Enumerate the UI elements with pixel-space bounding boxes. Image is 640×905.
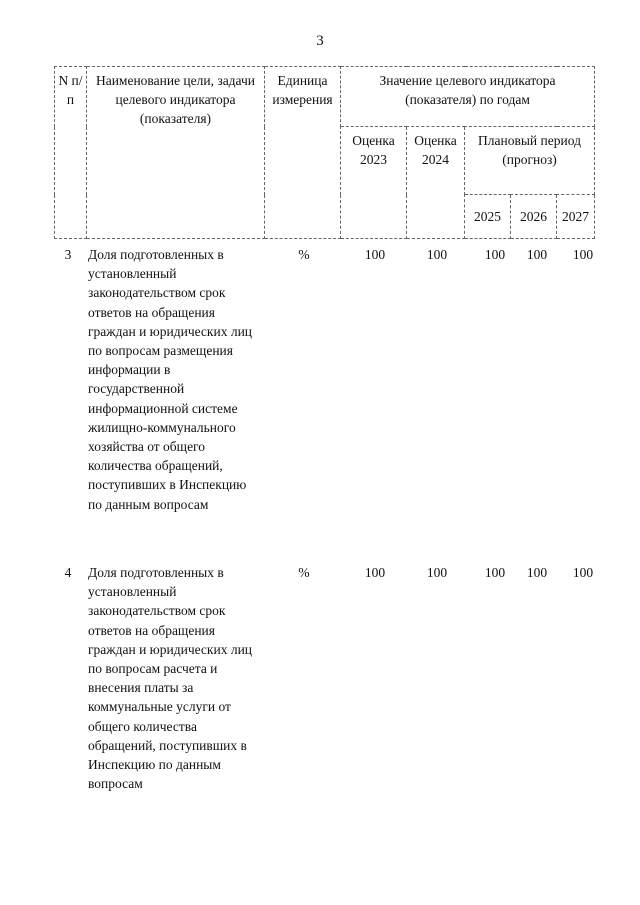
row-num: 3 [64,247,72,262]
header-unit: Единица измерения [265,67,341,239]
header-num: N п/п [55,67,87,239]
row-unit: % [298,247,310,262]
table-row [54,245,602,563]
indicator-rows [54,245,602,813]
header-est-2023: Оценка 2023 [341,127,407,239]
row-value-2027: 100 [572,247,594,262]
row-name: Доля подготовленных в установленный законодательством срок ответов на обращения граждан и юридических лиц по вопросам размещения информации в государственной информационной системе жилищно-коммунального хозяйства от общего количества обращений, поступивших в Инспекцию по данным вопросам [88,247,253,512]
row-value-2025: 100 [484,247,506,262]
row-value-2026: 100 [526,565,548,580]
row-value-2027: 100 [572,565,594,580]
header-year-2026: 2026 [511,195,557,239]
row-num: 4 [64,565,72,580]
row-value-2023: 100 [364,247,386,262]
header-planned: Плановый период (прогноз) [465,127,595,195]
row-value-2023: 100 [364,565,386,580]
row-value-2026: 100 [526,247,548,262]
header-name: Наименование цели, задачи целевого индикатора (показателя) [87,67,265,239]
header-year-2027: 2027 [557,195,595,239]
row-value-2025: 100 [484,565,506,580]
row-value-2024: 100 [426,565,448,580]
header-est-2024: Оценка 2024 [407,127,465,239]
table-row [54,563,602,813]
row-name: Доля подготовленных в установленный законодательством срок ответов на обращения граждан и юридических лиц по вопросам расчета и внесения платы за коммунальные услуги от общего количества обращений, поступивших в Инспекцию по данным вопросам [88,565,253,792]
row-value-2024: 100 [426,247,448,262]
indicator-table-header [54,66,595,239]
header-values-title: Значение целевого индикатора (показателя) по годам [341,67,595,127]
row-unit: % [298,565,310,580]
header-year-2025: 2025 [465,195,511,239]
page-number: 3 [316,33,324,49]
